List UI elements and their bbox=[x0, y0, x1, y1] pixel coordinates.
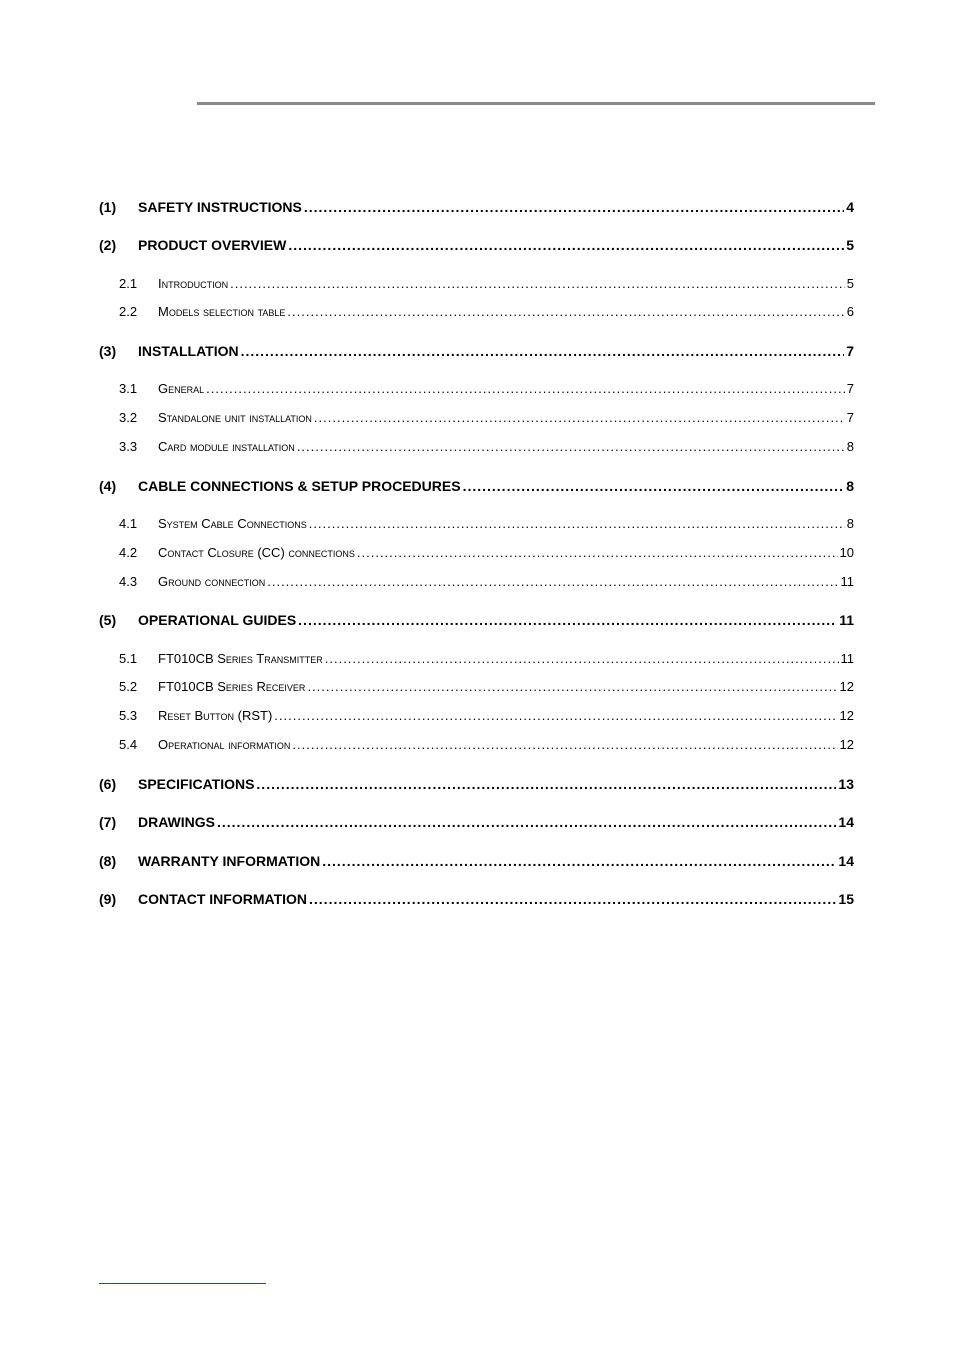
toc-entry-system-cable-connections[interactable] bbox=[119, 515, 854, 533]
toc-page-number: 15 bbox=[838, 891, 854, 907]
toc-entry-ground-connection[interactable] bbox=[119, 573, 854, 591]
toc-number: 3.1 bbox=[119, 381, 138, 396]
toc-title: CONTACT INFORMATION bbox=[138, 891, 308, 907]
toc-page-number: 12 bbox=[839, 737, 854, 752]
toc-number: (2) bbox=[99, 237, 117, 253]
toc-entry-drawings[interactable] bbox=[99, 813, 854, 831]
toc-title: Standalone unit installation bbox=[158, 410, 312, 425]
toc-page-number: 4 bbox=[846, 199, 854, 215]
toc-number: 5.3 bbox=[119, 708, 138, 723]
dot-leader bbox=[463, 477, 845, 495]
toc-page-number: 7 bbox=[846, 410, 854, 425]
toc-title: General bbox=[158, 381, 205, 396]
toc-page-number: 13 bbox=[838, 776, 854, 792]
toc-page-number: 14 bbox=[838, 853, 854, 869]
dot-leader bbox=[217, 813, 836, 831]
toc-entry-transmitter[interactable] bbox=[119, 650, 854, 668]
toc-title: Models selection table bbox=[158, 304, 286, 319]
toc-title: SAFETY INSTRUCTIONS bbox=[138, 199, 302, 215]
footer-link-underline[interactable] bbox=[99, 1283, 266, 1284]
dot-leader bbox=[256, 775, 836, 793]
toc-page-number: 8 bbox=[846, 478, 854, 494]
dot-leader bbox=[304, 198, 844, 216]
toc-page-number: 14 bbox=[838, 814, 854, 830]
toc-page-number: 11 bbox=[839, 612, 854, 628]
toc-page-number: 12 bbox=[839, 708, 854, 723]
dot-leader bbox=[292, 736, 837, 754]
toc-number: 2.2 bbox=[119, 304, 138, 319]
toc-page-number: 8 bbox=[846, 516, 854, 531]
toc-title: OPERATIONAL GUIDES bbox=[138, 612, 297, 628]
toc-number: 5.1 bbox=[119, 651, 138, 666]
toc-page-number: 7 bbox=[846, 381, 854, 396]
toc-title: Reset Button (RST) bbox=[158, 708, 273, 723]
toc-number: (9) bbox=[99, 891, 117, 907]
toc-number: (4) bbox=[99, 478, 117, 494]
toc-number: 5.2 bbox=[119, 679, 138, 694]
toc-page-number: 8 bbox=[846, 439, 854, 454]
toc-entry-safety-instructions[interactable] bbox=[99, 198, 854, 216]
toc-page-number: 10 bbox=[839, 545, 854, 560]
toc-entry-operational-guides[interactable] bbox=[99, 611, 854, 629]
toc-number: 2.1 bbox=[119, 276, 138, 291]
toc-page-number: 11 bbox=[840, 574, 854, 589]
toc-number: (7) bbox=[99, 814, 117, 830]
toc-number: 3.2 bbox=[119, 410, 138, 425]
toc-title: FT010CB Series Transmitter bbox=[158, 651, 323, 666]
toc-title: Operational information bbox=[158, 737, 291, 752]
toc-page-number: 7 bbox=[846, 343, 854, 359]
toc-entry-operational-information[interactable] bbox=[119, 736, 854, 754]
toc-title: System Cable Connections bbox=[158, 516, 307, 531]
toc-number: 4.2 bbox=[119, 545, 138, 560]
toc-number: (8) bbox=[99, 853, 117, 869]
toc-entry-standalone-unit-installation[interactable] bbox=[119, 409, 854, 427]
header-divider bbox=[197, 102, 875, 105]
dot-leader bbox=[314, 409, 845, 427]
toc-page-number: 5 bbox=[846, 237, 854, 253]
dot-leader bbox=[325, 650, 839, 668]
toc-title: PRODUCT OVERVIEW bbox=[138, 237, 287, 253]
dot-leader bbox=[274, 707, 837, 725]
toc-number: 3.3 bbox=[119, 439, 138, 454]
toc-number: (5) bbox=[99, 612, 117, 628]
toc-page-number: 5 bbox=[846, 276, 854, 291]
toc-entry-contact-information[interactable] bbox=[99, 890, 854, 908]
toc-title: Ground connection bbox=[158, 574, 266, 589]
toc-title: SPECIFICATIONS bbox=[138, 776, 255, 792]
dot-leader bbox=[206, 380, 845, 398]
dot-leader bbox=[230, 275, 845, 293]
dot-leader bbox=[309, 515, 845, 533]
toc-title: DRAWINGS bbox=[138, 814, 215, 830]
toc-number: 4.1 bbox=[119, 516, 138, 531]
toc-entry-reset-button[interactable] bbox=[119, 707, 854, 725]
toc-entry-general[interactable] bbox=[119, 380, 854, 398]
toc-number: 4.3 bbox=[119, 574, 138, 589]
dot-leader bbox=[297, 438, 845, 456]
toc-entry-contact-closure-connections[interactable] bbox=[119, 544, 854, 562]
dot-leader bbox=[287, 303, 844, 321]
toc-number: (6) bbox=[99, 776, 117, 792]
toc-entry-receiver[interactable] bbox=[119, 678, 854, 696]
toc-entry-introduction[interactable] bbox=[119, 275, 854, 293]
toc-number: 5.4 bbox=[119, 737, 138, 752]
toc-title: CABLE CONNECTIONS & SETUP PROCEDURES bbox=[138, 478, 461, 494]
toc-number: (1) bbox=[99, 199, 117, 215]
dot-leader bbox=[267, 573, 838, 591]
toc-title: Contact Closure (CC) connections bbox=[158, 545, 355, 560]
toc-number: (3) bbox=[99, 343, 117, 359]
dot-leader bbox=[357, 544, 838, 562]
toc-title: Introduction bbox=[158, 276, 229, 291]
toc-page-number: 6 bbox=[846, 304, 854, 319]
toc-page-number: 12 bbox=[839, 679, 854, 694]
dot-leader bbox=[288, 236, 844, 254]
dot-leader bbox=[307, 678, 837, 696]
toc-entry-card-module-installation[interactable] bbox=[119, 438, 854, 456]
toc-title: FT010CB Series Receiver bbox=[158, 679, 306, 694]
dot-leader bbox=[241, 342, 845, 360]
toc-entry-product-overview[interactable] bbox=[99, 236, 854, 254]
toc-title: Card module installation bbox=[158, 439, 295, 454]
toc-title: WARRANTY INFORMATION bbox=[138, 853, 321, 869]
dot-leader bbox=[298, 611, 837, 629]
toc-entry-specifications[interactable] bbox=[99, 775, 854, 793]
toc-entry-cable-connections[interactable] bbox=[99, 477, 854, 495]
dot-leader bbox=[322, 852, 836, 870]
toc-entry-installation[interactable] bbox=[99, 342, 854, 360]
toc-title: INSTALLATION bbox=[138, 343, 239, 359]
toc-page-number: 11 bbox=[840, 651, 854, 666]
dot-leader bbox=[309, 890, 836, 908]
toc-entry-models-selection-table[interactable] bbox=[119, 303, 854, 321]
toc-entry-warranty-information[interactable] bbox=[99, 852, 854, 870]
